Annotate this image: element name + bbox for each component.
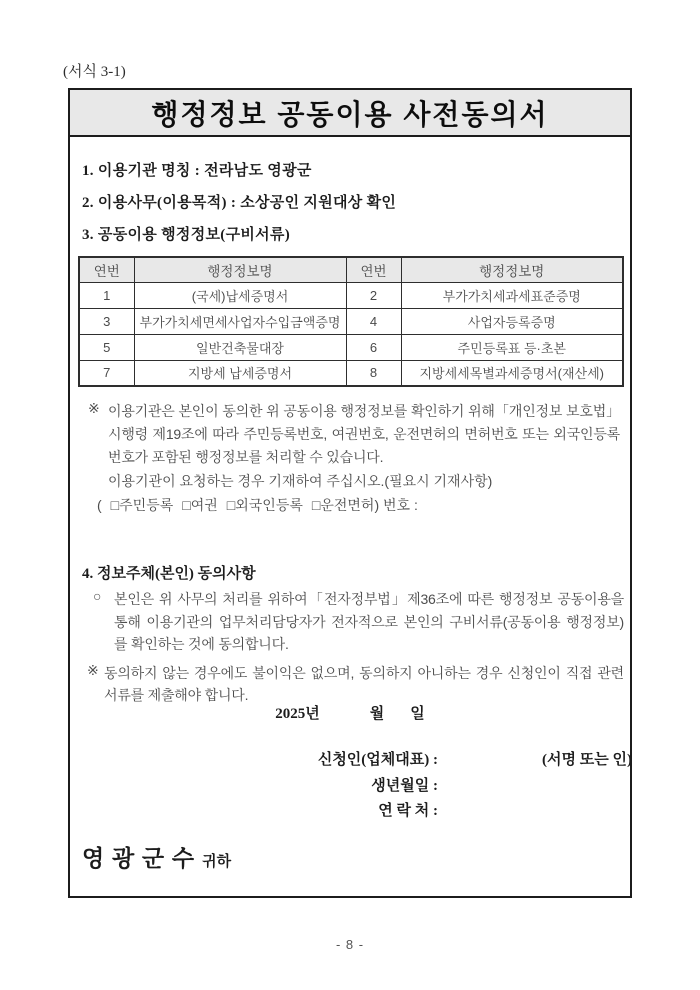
checkbox-option-driver bbox=[312, 497, 375, 513]
number-field-label: ) 번호 : bbox=[374, 497, 418, 513]
signature-or-seal-note: (서명 또는 인) bbox=[542, 752, 632, 768]
checkbox-option-resident bbox=[111, 497, 174, 513]
form-outer-box bbox=[68, 88, 632, 898]
consent-statement: 본인은 위 사무의 처리를 위하여「전자정부법」제36조에 따른 행정정보 공동이용을 통해 이용기관의 업무처리담당자가 전자적으로 본인의 구비서류(공동이용 행정정보)를 확인하는 것에 동의합니다. bbox=[114, 591, 624, 652]
contact-label: 연 락 처 : bbox=[378, 803, 438, 819]
info-name-cell: 지방세세목별과세증명서(재산세) bbox=[401, 360, 623, 386]
serial-cell: 5 bbox=[79, 334, 134, 360]
checkbox-label: 여권 bbox=[190, 497, 218, 513]
info-name-header: 행정정보명 bbox=[401, 257, 623, 282]
table-row bbox=[79, 308, 623, 334]
table-row bbox=[79, 334, 623, 360]
checkbox-option-foreigner bbox=[227, 497, 303, 513]
checkbox-icon: □ bbox=[226, 497, 236, 513]
form-title: 행정정보 공동이용 사전동의서 bbox=[70, 90, 630, 137]
item-agency-name: 1. 이용기관 명칭 : 전라남도 영광군 bbox=[82, 163, 312, 179]
info-name-header: 행정정보명 bbox=[134, 257, 346, 282]
serial-header: 연번 bbox=[346, 257, 401, 282]
checkbox-option-passport bbox=[182, 497, 218, 513]
circle-bullet-icon: ○ bbox=[93, 588, 102, 604]
recipient-line bbox=[82, 840, 231, 873]
item-shared-info: 3. 공동이용 행정정보(구비서류) bbox=[82, 227, 291, 243]
info-name-cell: 지방세 납세증명서 bbox=[134, 360, 346, 386]
table-header-row bbox=[79, 257, 623, 282]
privacy-note-text: 이용기관은 본인이 동의한 위 공동이용 행정정보를 확인하기 위해「개인정보 보호법」시행령 제19조에 따라 주민등록번호, 여권번호, 운전면허의 면허번호 또는 외국인등록번호가 포함된 행정정보를 처리할 수 있습니다. bbox=[108, 403, 620, 465]
reference-mark: ※ bbox=[87, 662, 99, 678]
info-name-cell: (국세)납세증명서 bbox=[134, 282, 346, 308]
applicant-label: 신청인(업체대표) : bbox=[317, 752, 438, 768]
table-row bbox=[79, 360, 623, 386]
serial-cell: 6 bbox=[346, 334, 401, 360]
info-name-cell: 부가가치세면세사업자수입금액증명 bbox=[134, 308, 346, 334]
page-number: - 8 - bbox=[335, 937, 365, 952]
checkbox-icon: □ bbox=[182, 497, 191, 513]
table-row bbox=[79, 282, 623, 308]
birthdate-label: 생년월일 : bbox=[371, 778, 438, 794]
id-number-checkbox-line bbox=[97, 495, 418, 515]
form-code-label: (서식 3-1) bbox=[63, 64, 126, 80]
serial-header: 연번 bbox=[79, 257, 134, 282]
checkbox-icon: □ bbox=[110, 497, 120, 513]
info-name-cell: 주민등록표 등·초본 bbox=[401, 334, 623, 360]
serial-cell: 2 bbox=[346, 282, 401, 308]
info-name-cell: 부가가치세과세표준증명 bbox=[401, 282, 623, 308]
serial-cell: 4 bbox=[346, 308, 401, 334]
checkbox-label: 주민등록 bbox=[119, 497, 174, 513]
privacy-note bbox=[88, 400, 620, 469]
checkbox-label: 운전면허 bbox=[320, 497, 375, 513]
info-name-cell: 일반건축물대장 bbox=[134, 334, 346, 360]
recipient-honorific: 귀하 bbox=[202, 854, 232, 870]
item-usage-purpose: 2. 이용사무(이용목적) : 소상공인 지원대상 확인 bbox=[82, 195, 397, 211]
serial-cell: 7 bbox=[79, 360, 134, 386]
serial-cell: 3 bbox=[79, 308, 134, 334]
date-line bbox=[70, 702, 630, 723]
admin-info-table bbox=[78, 256, 624, 387]
paren-open: ( bbox=[97, 497, 102, 513]
recipient-name: 영 광 군 수 bbox=[82, 846, 196, 871]
reference-mark: ※ bbox=[88, 400, 100, 416]
serial-cell: 1 bbox=[79, 282, 134, 308]
date-day: 일 bbox=[410, 706, 425, 722]
checkbox-label: 외국인등록 bbox=[235, 497, 303, 513]
serial-cell: 8 bbox=[346, 360, 401, 386]
date-month: 월 bbox=[369, 706, 385, 722]
date-year: 2025년 bbox=[275, 706, 320, 722]
disclaimer-statement: 동의하지 않는 경우에도 불이익은 없으며, 동의하지 아니하는 경우 신청인이 직접 관련 서류를 제출해야 합니다. bbox=[104, 665, 624, 703]
info-name-cell: 사업자등록증명 bbox=[401, 308, 623, 334]
checkbox-icon: □ bbox=[311, 497, 321, 513]
consent-section-heading: 4. 정보주체(본인) 동의사항 bbox=[82, 566, 256, 582]
fill-request-line: 이용기관이 요청하는 경우 기재하여 주십시오.(필요시 기재사항) bbox=[108, 473, 493, 489]
